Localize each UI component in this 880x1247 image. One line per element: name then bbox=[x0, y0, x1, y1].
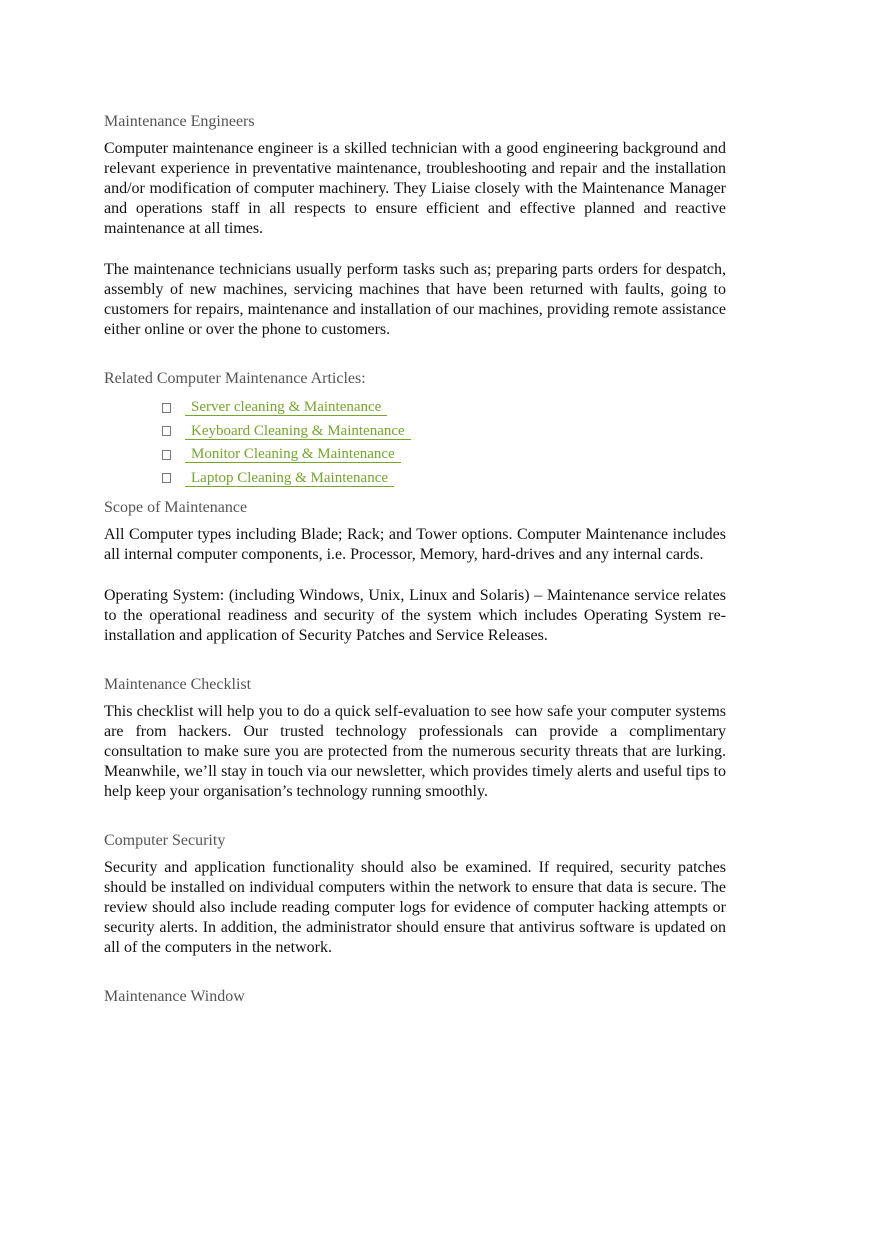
heading-computer-security: Computer Security bbox=[104, 832, 226, 849]
paragraph-security: Security and application functionality should also be examined. If required, security patches should be installed on individual computers within the network to ensure that data is secure. The review should also include reading computer logs for evidence of computer hacking attempts or security alerts. In addition, the administrator should ensure that antivirus software is updated on all of the computers in the network. bbox=[104, 859, 726, 956]
heading-related-articles: Related Computer Maintenance Articles: bbox=[104, 370, 366, 387]
checkbox-bullet-icon bbox=[162, 403, 171, 413]
checkbox-bullet-icon bbox=[162, 426, 171, 436]
heading-maintenance-window: Maintenance Window bbox=[104, 988, 245, 1005]
link-server-cleaning[interactable]: Server cleaning & Maintenance bbox=[185, 399, 387, 416]
paragraph-scope-hardware: All Computer types including Blade; Rack; and Tower options. Computer Maintenance includes all internal computer components, i.e. Processor, Memory, hard-drives and any internal cards. bbox=[104, 526, 726, 563]
list-item bbox=[162, 396, 726, 420]
paragraph-scope-operating-system: Operating System: (including Windows, Unix, Linux and Solaris) – Maintenance service relates to the operational readiness and security of the system which includes Operating System re-installation and application of Security Patches and Service Releases. bbox=[104, 587, 726, 644]
checkbox-bullet-icon bbox=[162, 450, 171, 460]
list-item bbox=[162, 420, 726, 444]
heading-scope-of-maintenance: Scope of Maintenance bbox=[104, 499, 248, 516]
related-articles-list bbox=[162, 396, 726, 490]
heading-maintenance-engineers: Maintenance Engineers bbox=[104, 113, 255, 130]
list-item bbox=[162, 467, 726, 491]
link-monitor-cleaning[interactable]: Monitor Cleaning & Maintenance bbox=[185, 446, 401, 463]
paragraph-technician-tasks: The maintenance technicians usually perform tasks such as; preparing parts orders for despatch, assembly of new machines, servicing machines that have been returned with faults, going to customers for repairs, maintenance and installation of our machines, providing remote assistance either online or over the phone to customers. bbox=[104, 261, 726, 338]
list-item bbox=[162, 443, 726, 467]
link-laptop-cleaning[interactable]: Laptop Cleaning & Maintenance bbox=[185, 470, 394, 487]
link-keyboard-cleaning[interactable]: Keyboard Cleaning & Maintenance bbox=[185, 423, 411, 440]
heading-maintenance-checklist: Maintenance Checklist bbox=[104, 676, 252, 693]
checkbox-bullet-icon bbox=[162, 473, 171, 483]
paragraph-engineers-intro: Computer maintenance engineer is a skilled technician with a good engineering background and relevant experience in preventative maintenance, troubleshooting and repair and the installation and/or modification of computer machinery. They Liaise closely with the Maintenance Manager and operations staff in all respects to ensure efficient and effective planned and reactive maintenance at all times. bbox=[104, 140, 726, 237]
paragraph-checklist: This checklist will help you to do a quick self-evaluation to see how safe your computer systems are from hackers. Our trusted technology professionals can provide a complimentary consultation to make sure you are protected from the numerous security threats that are lurking. Meanwhile, we’ll stay in touch via our newsletter, which provides timely alerts and useful tips to help keep your organisation’s technology running smoothly. bbox=[104, 703, 726, 800]
